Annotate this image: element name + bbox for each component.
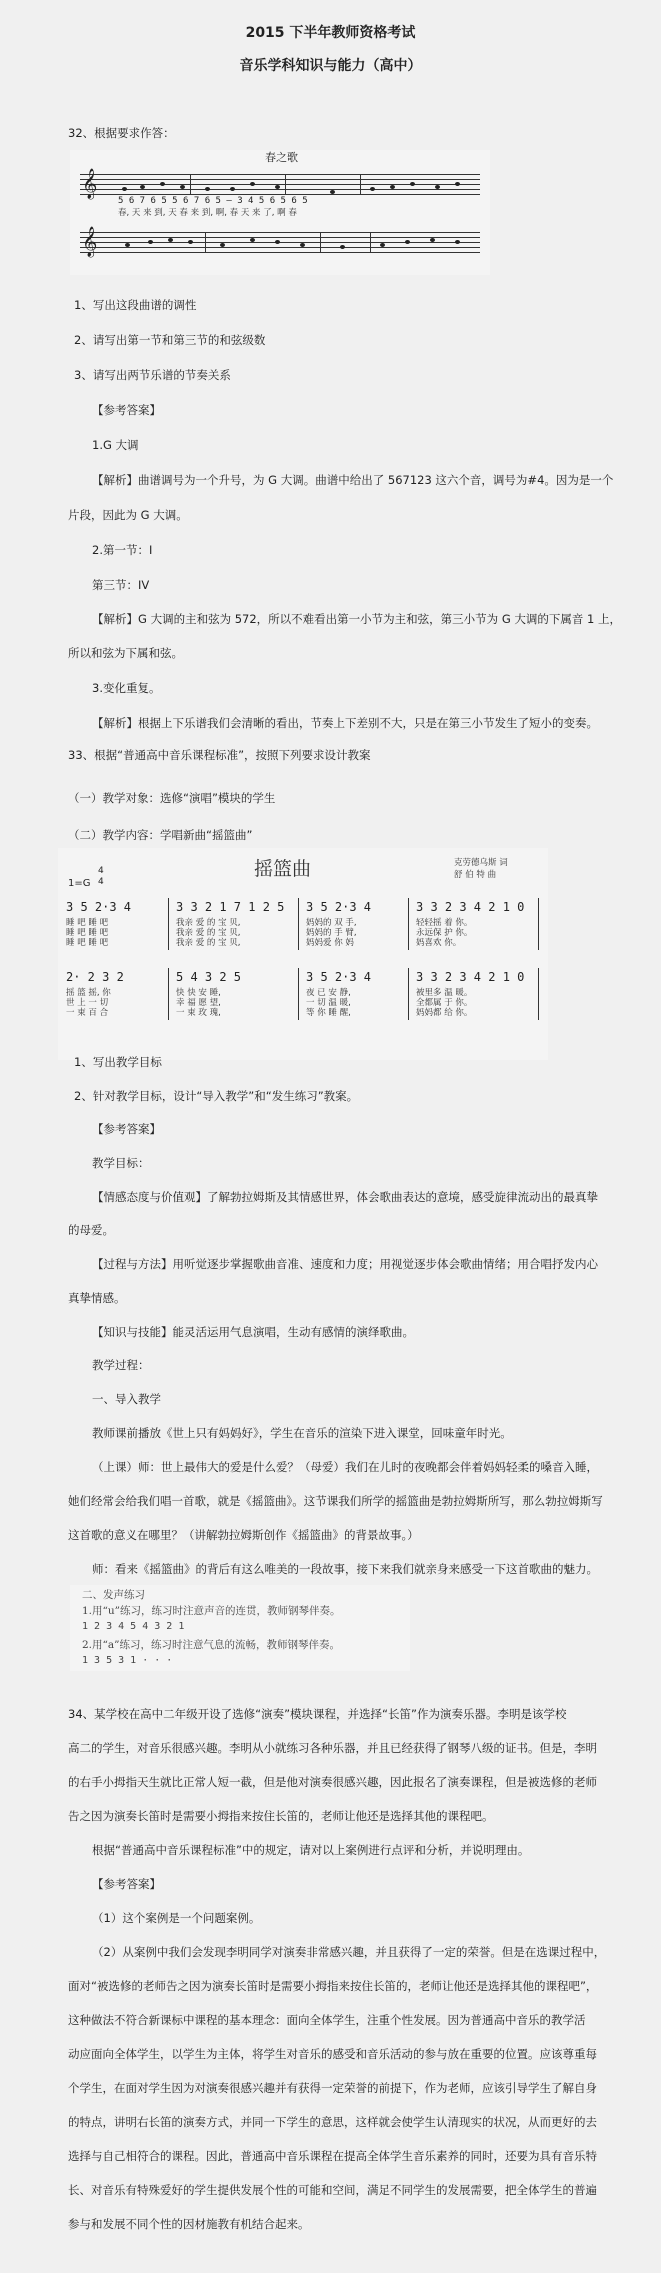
q34-answer-2-cont: 面对“被选修的老师告之因为演奏长笛时是需要小拇指来按住长笛的，老师让他还是选择其他的课程吧”， [68, 1979, 598, 1993]
note-head [380, 243, 385, 247]
lyrics-line: 春, 天 来 到, 天 春 来 到, 啊, 春 天 来 了, 啊 春 [118, 208, 297, 218]
staff-line [80, 174, 480, 175]
lyrics: 等 你 睡 醒, [306, 1008, 351, 1018]
q33-intro-label: 一、导入教学 [92, 1392, 161, 1406]
lyrics: 轻轻摇 着 你。 [416, 918, 473, 928]
lyrics: 夜 已 安 静, [306, 988, 351, 998]
note-head [455, 240, 460, 244]
note-head [160, 182, 165, 186]
q32-analysis-3: 【解析】根据上下乐谱我们会清晰的看出，节奏上下差别不大，只是在第三小节发生了短小的变奏。 [92, 716, 598, 730]
note-head [205, 187, 210, 191]
q32-analysis-1-cont: 片段，因此为 G 大调。 [68, 508, 188, 522]
bar-line [190, 174, 191, 194]
note-head [148, 240, 153, 244]
q34-answer-label: 【参考答案】 [92, 1877, 161, 1891]
note-head [122, 187, 127, 191]
note-head [125, 243, 130, 247]
bar-line [285, 174, 286, 194]
note-head [168, 238, 173, 242]
q32-analysis-2: 【解析】G 大调的主和弦为 572，所以不难看出第一小节为主和弦，第三小节为 G 大调的下属音 1 上， [92, 612, 622, 626]
staff-line [80, 242, 480, 243]
q32-answer-2: 2.第一节：I [92, 543, 153, 557]
q32-answer-3: 3.变化重复。 [92, 681, 161, 695]
lullaby-score [58, 848, 548, 1060]
score-title: 春之歌 [265, 151, 298, 164]
lyrics: 妈喜欢 你。 [416, 938, 462, 948]
staff-line [80, 179, 480, 180]
bar-line [408, 968, 409, 1020]
treble-clef-icon: 𝄞 [82, 227, 98, 257]
note-head [250, 238, 255, 242]
q34-prompt-cont: 告之因为演奏长笛时是需要小拇指来按住长笛的，老师让他还是选择其他的课程吧。 [68, 1809, 494, 1823]
lyrics: 一 束 玫 瑰, [176, 1008, 221, 1018]
jianpu-measure: 3 5 2·3 4 [306, 900, 372, 914]
q33-goal-emotion-cont: 的母爱。 [68, 1223, 114, 1237]
exam-subtitle: 音乐学科知识与能力（高中） [239, 58, 422, 74]
q33-item-2: （二）教学内容：学唱新曲“摇篮曲” [68, 828, 253, 842]
spring-song-score [70, 150, 490, 275]
q33-intro-p2-cont: 她们经常会给我们唱一首歌，就是《摇篮曲》。这节课我们所学的摇篮曲是勃拉姆斯所写，那么勃拉姆斯写 [68, 1494, 603, 1508]
q32-answer-2b: 第三节：IV [92, 578, 150, 592]
q34-answer-2-cont: 长、对音乐有特殊爱好的学生提供发展个性的可能和空间，满足不同学生的发展需要，把全体学生的普遍 [68, 2183, 597, 2197]
q34-answer-1: （1）这个案例是一个问题案例。 [92, 1911, 261, 1925]
meter-bottom: 4 [98, 877, 104, 887]
lyrics: 被里多 温 暖。 [416, 988, 473, 998]
q34-answer-2: （2）从案例中我们会发现李明同学对演奏非常感兴趣，并且获得了一定的荣誉。但是在选课过程中， [92, 1945, 606, 1959]
lyrics: 我亲 爱 的 宝 贝, [176, 918, 241, 928]
lyrics: 睡 吧 睡 吧 [66, 928, 109, 938]
lyrics: 妈妈都 给 你。 [416, 1008, 473, 1018]
q34-answer-2-cont: 这种做法不符合新课标中课程的基本理念：面向全体学生，注重个性发展。因为普通高中音乐的教学活 [68, 2013, 586, 2027]
lyrics: 妈妈爱 你 妈 [306, 938, 354, 948]
q32-answer-1: 1.G 大调 [92, 438, 139, 452]
staff-line [80, 252, 480, 253]
bar-line [370, 232, 371, 252]
q33-answer-label: 【参考答案】 [92, 1122, 161, 1136]
q32-answer-label: 【参考答案】 [92, 403, 161, 417]
q32-task-2: 2、请写出第一节和第三节的和弦级数 [74, 333, 266, 347]
jianpu-measure: 2· 2 3 2 [66, 970, 124, 984]
vocal-exercise-2: 2.用“a”练习，练习时注意气息的流畅，教师钢琴伴奏。 [82, 1639, 341, 1651]
vocal-exercise-1: 1.用“u”练习，练习时注意声音的连贯，教师钢琴伴奏。 [82, 1605, 341, 1617]
q34-answer-2-cont: 选择与自己相符合的课程。因此，普通高中音乐课程在提高全体学生音乐素养的同时，还要为具有音乐特 [68, 2149, 597, 2163]
q33-prompt: 33、根据“普通高中音乐课程标准”，按照下列要求设计教案 [68, 748, 371, 762]
lyrics: 我亲 爱 的 宝 贝, [176, 938, 241, 948]
q32-analysis-2-cont: 所以和弦为下属和弦。 [68, 646, 183, 660]
q33-task-2: 2、针对教学目标，设计“导入教学”和“发生练习”教案。 [74, 1089, 359, 1103]
vocal-notes-1: 1 2 3 4 5 4 3 2 1 [82, 1621, 185, 1632]
q34-answer-2-cont: 参与和发展不同个性的因材施教有机结合起来。 [68, 2217, 310, 2231]
lyrics: 妈妈的 双 手, [306, 918, 357, 928]
q33-goal-emotion: 【情感态度与价值观】了解勃拉姆斯及其情感世界，体会歌曲表达的意境，感受旋律流动出的最真挚 [92, 1190, 598, 1204]
q33-item-1: （一）教学对象：选修“演唱”模块的学生 [68, 791, 276, 805]
q34-question: 根据“普通高中音乐课程标准”中的规定，请对以上案例进行点评和分析，并说明理由。 [92, 1843, 530, 1857]
bar-line [320, 232, 321, 252]
vocal-label: 二、发声练习 [82, 1589, 145, 1601]
q34-answer-2-cont: 的特点，讲明右长笛的演奏方式，并同一下学生的意思，这样就会使学生认清现实的状况，从而更好的去 [68, 2115, 597, 2129]
staff-line [80, 232, 480, 233]
staff-line [80, 194, 480, 195]
score-author-music: 舒 伯 特 曲 [454, 870, 497, 880]
jianpu-measure: 3 5 2·3 4 [306, 970, 372, 984]
bar-line [360, 174, 361, 194]
q34-prompt: 34、某学校在高中二年级开设了选修“演奏”模块课程，并选择“长笛”作为演奏乐器。李明是该学校 [68, 1707, 567, 1721]
lyrics: 世 上 一 切 [66, 998, 109, 1008]
jianpu-measure: 3 5 2·3 4 [66, 900, 132, 914]
jianpu-measure: 3 3 2 3 4 2 1 0 [416, 970, 525, 984]
bar-line [298, 968, 299, 1020]
note-head [180, 185, 185, 189]
jianpu-line: 5 6 7 6 5 5 6 7 6 5 — 3 4 5 6 5 6 5 [118, 196, 308, 206]
lyrics: 睡 吧 睡 吧 [66, 918, 109, 928]
note-head [330, 190, 335, 194]
note-head [230, 187, 235, 191]
q33-intro-p1: 教师课前播放《世上只有妈妈好》，学生在音乐的渲染下进入课堂，回味童年时光。 [92, 1426, 512, 1440]
score-author-lyrics: 克劳德乌斯 词 [454, 858, 508, 868]
bar-line [538, 968, 539, 1020]
note-head [275, 185, 280, 189]
q33-intro-p3: 师：看来《摇篮曲》的背后有这么唯美的一段故事，接下来我们就亲身来感受一下这首歌曲的魅力。 [92, 1562, 598, 1576]
q32-task-3: 3、请写出两节乐谱的节奏关系 [74, 368, 231, 382]
q32-prompt: 32、根据要求作答： [68, 126, 175, 140]
lyrics: 一 束 百 合 [66, 1008, 109, 1018]
note-head [250, 182, 255, 186]
note-head [140, 185, 145, 189]
note-head [435, 185, 440, 189]
lyrics: 快 快 安 睡, [176, 988, 221, 998]
note-head [220, 243, 225, 247]
vocal-notes-2: 1 3 5 3 1 · · · [82, 1655, 173, 1666]
lyrics: 全都属 于 你。 [416, 998, 473, 1008]
q33-goal-label: 教学目标： [92, 1156, 150, 1170]
note-head [340, 245, 345, 249]
note-head [455, 182, 460, 186]
lyrics: 摇 篮 摇, 你 [66, 988, 111, 998]
note-head [405, 240, 410, 244]
score-key: 1=G [68, 878, 91, 889]
bar-line [168, 898, 169, 950]
lyrics: 幸 福 愿 望, [176, 998, 221, 1008]
treble-clef-icon: 𝄞 [82, 169, 98, 199]
bar-line [205, 232, 206, 252]
note-head [300, 243, 305, 247]
bar-line [168, 968, 169, 1020]
lyrics: 妈妈的 手 臂, [306, 928, 357, 938]
note-head [275, 240, 280, 244]
q34-answer-2-cont: 动应面向全体学生，以学生为主体，将学生对音乐的感受和音乐活动的参与放在重要的位置。应该尊重每 [68, 2047, 597, 2061]
staff-line [80, 247, 480, 248]
q33-intro-p2-cont2: 这首歌的意义在哪里？（讲解勃拉姆斯创作《摇篮曲》的背景故事。） [68, 1528, 419, 1542]
score-title: 摇篮曲 [254, 858, 312, 880]
q33-process-label: 教学过程： [92, 1358, 150, 1372]
q33-task-1: 1、写出教学目标 [74, 1055, 162, 1069]
jianpu-measure: 5 4 3 2 5 [176, 970, 242, 984]
q34-prompt-cont: 的右手小拇指天生就比正常人短一截，但是他对演奏很感兴趣，因此报名了演奏课程，但是被选修的老师 [68, 1775, 597, 1789]
bar-line [538, 898, 539, 950]
bar-line [408, 898, 409, 950]
note-head [370, 187, 375, 191]
q32-analysis-1: 【解析】曲谱调号为一个升号，为 G 大调。曲谱中给出了 567123 这六个音，调号为#4。因为是一个 [92, 473, 614, 487]
jianpu-measure: 3 3 2 1 7 1 2 5 [176, 900, 285, 914]
q34-prompt-cont: 高二的学生，对音乐很感兴趣。李明从小就练习各种乐器，并且已经获得了钢琴八级的证书。但是，李明 [68, 1741, 597, 1755]
staff-line [80, 237, 480, 238]
q33-goal-process: 【过程与方法】用听觉逐步掌握歌曲音准、速度和力度；用视觉逐步体会歌曲情绪；用合唱抒发内心 [92, 1257, 598, 1271]
q33-goal-process-cont: 真挚情感。 [68, 1291, 126, 1305]
q34-answer-2-cont: 个学生，在面对学生因为对演奏很感兴趣并有获得一定荣誉的前提下，作为老师，应该引导学生了解自身 [68, 2081, 597, 2095]
q33-intro-p2: （上课）师：世上最伟大的爱是什么爱？（母爱）我们在儿时的夜晚都会伴着妈妈轻柔的嗓音入睡， [92, 1460, 598, 1474]
jianpu-measure: 3 3 2 3 4 2 1 0 [416, 900, 525, 914]
lyrics: 一 切 温 暖, [306, 998, 351, 1008]
lyrics: 我亲 爱 的 宝 贝, [176, 928, 241, 938]
q33-goal-skill: 【知识与技能】能灵活运用气息演唱，生动有感情的演绎歌曲。 [92, 1325, 414, 1339]
lyrics: 睡 吧 睡 吧 [66, 938, 109, 948]
staff-line [80, 189, 480, 190]
vocal-exercise-block [70, 1585, 410, 1671]
meter-top: 4 [98, 866, 104, 876]
exam-title: 2015 下半年教师资格考试 [245, 25, 416, 41]
q32-task-1: 1、写出这段曲谱的调性 [74, 298, 197, 312]
note-head [188, 240, 193, 244]
note-head [390, 185, 395, 189]
bar-line [298, 898, 299, 950]
note-head [430, 238, 435, 242]
lyrics: 永远保 护 你。 [416, 928, 473, 938]
note-head [410, 182, 415, 186]
